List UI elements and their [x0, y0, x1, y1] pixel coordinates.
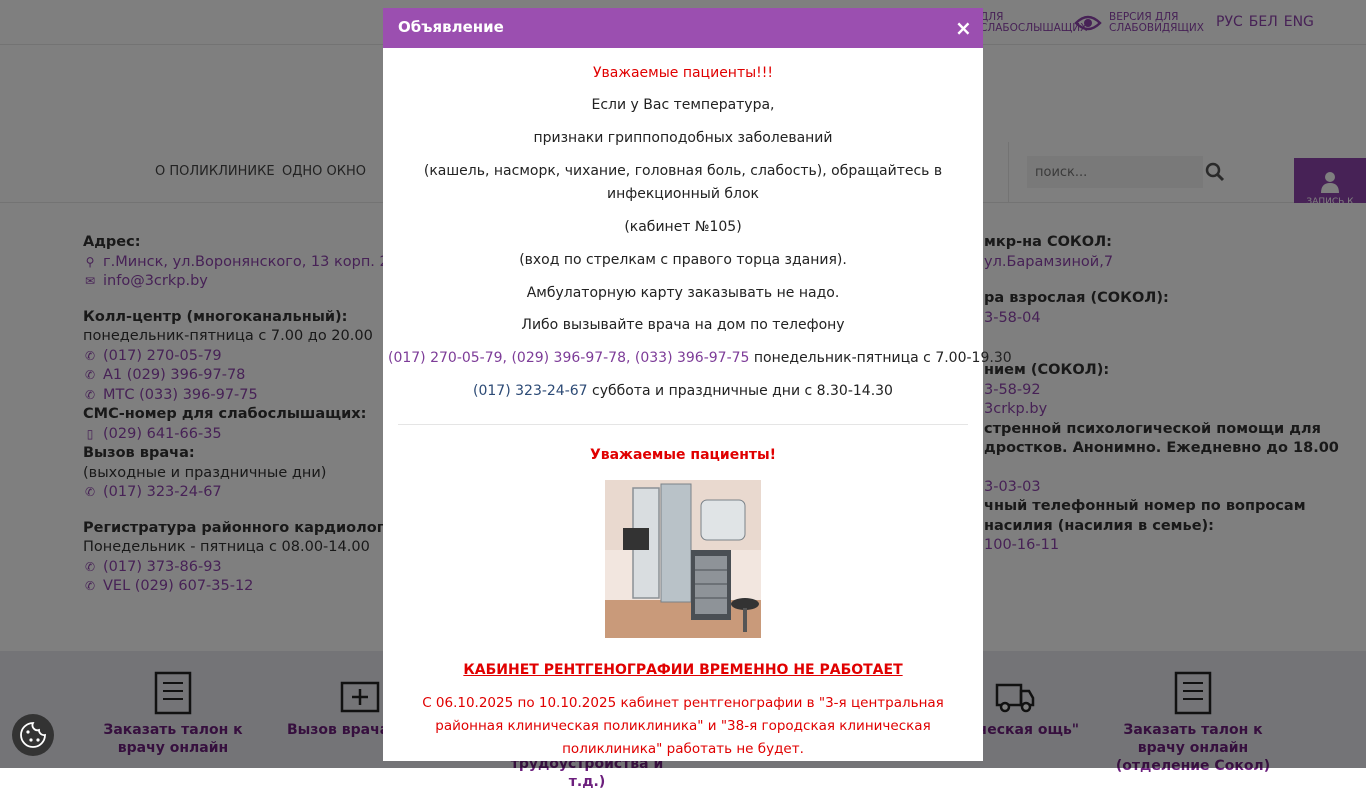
cookie-icon — [19, 721, 47, 749]
announcement-modal — [383, 8, 1012, 761]
modal-weekend-line — [398, 380, 968, 403]
modal-weekend-hours: суббота и праздничные дни с 8.30-14.30 — [587, 383, 893, 399]
xray-machine-image — [605, 480, 761, 638]
modal-line: (вход по стрелкам с правого торца здания). — [519, 252, 847, 268]
modal-weekend-phone[interactable]: (017) 323-24-67 — [473, 383, 588, 399]
modal-phones[interactable]: (017) 270-05-79, (029) 396-97-78, (033) 396-97-75 — [388, 350, 750, 366]
xray-notice: С 06.10.2025 по 10.10.2025 кабинет рентгенографии в "3-я центральная районная клиническая поликлиника" и "38-я городская клиническая поликлиника" работать не будет. — [422, 695, 944, 757]
modal-phones-line — [388, 347, 1012, 370]
modal-line: Если у Вас температура, — [591, 97, 775, 113]
cookie-settings-button[interactable] — [12, 714, 54, 756]
modal-line: Либо вызывайте врача на дом по телефону — [521, 317, 845, 333]
modal-header — [383, 8, 983, 48]
quick-link-employment-label: т.д.) — [568, 774, 606, 790]
xray-heading: КАБИНЕТ РЕНТГЕНОГРАФИИ ВРЕМЕННО НЕ РАБОТАЕТ — [463, 662, 903, 678]
close-icon[interactable]: × — [955, 16, 972, 40]
modal-line: Амбулаторную карту заказывать не надо. — [526, 285, 840, 301]
modal-body — [383, 48, 1012, 761]
modal-line: признаки гриппоподобных заболеваний — [533, 130, 833, 146]
modal-greeting: Уважаемые пациенты!!! — [592, 65, 774, 81]
modal-divider — [398, 424, 968, 425]
modal-phones-hours: понедельник-пятница с 7.00-19.30 — [749, 350, 1012, 366]
modal-title: Объявление — [398, 18, 504, 36]
modal-line: (кабинет №105) — [624, 219, 742, 235]
modal-line: (кашель, насморк, чихание, головная боль, слабость), обращайтесь в инфекционный блок — [423, 163, 943, 202]
modal-greeting-2: Уважаемые пациенты! — [589, 447, 777, 463]
